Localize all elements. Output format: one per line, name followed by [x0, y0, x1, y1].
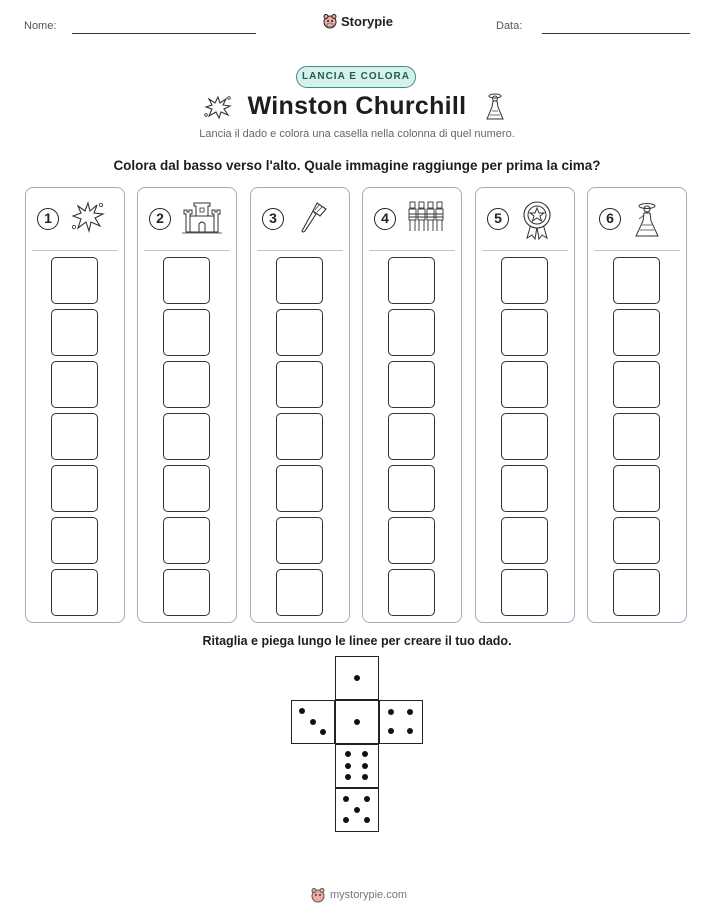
column-divider [482, 250, 568, 251]
lady-icon [632, 200, 662, 243]
die-pip [343, 817, 349, 823]
die-pip [310, 719, 316, 725]
die-pip [345, 751, 351, 757]
die-pip [407, 709, 413, 715]
color-box[interactable] [613, 309, 660, 356]
color-box[interactable] [501, 569, 548, 616]
column-3 [250, 187, 350, 623]
color-box[interactable] [51, 517, 98, 564]
column-4 [362, 187, 462, 623]
storypie-mascot-icon [310, 887, 326, 903]
color-box[interactable] [388, 361, 435, 408]
die-face-4 [379, 700, 423, 744]
column-number: 6 [599, 208, 621, 230]
die-pip [388, 709, 394, 715]
color-box[interactable] [51, 309, 98, 356]
die-pip [299, 708, 305, 714]
footer-url[interactable]: mystorypie.com [330, 889, 408, 901]
color-box[interactable] [51, 361, 98, 408]
color-box[interactable] [388, 465, 435, 512]
color-box[interactable] [613, 361, 660, 408]
column-divider [32, 250, 118, 251]
color-box[interactable] [276, 517, 323, 564]
color-box[interactable] [51, 569, 98, 616]
die-pip [345, 763, 351, 769]
soldiers-icon [407, 200, 451, 239]
die-pip [354, 719, 360, 725]
brand-name: Storypie [341, 13, 394, 29]
column-6 [587, 187, 687, 623]
color-box[interactable] [276, 257, 323, 304]
color-box[interactable] [163, 569, 210, 616]
color-box[interactable] [163, 517, 210, 564]
die-pip [343, 796, 349, 802]
die-face-1 [335, 700, 379, 744]
color-box[interactable] [51, 413, 98, 460]
column-divider [257, 250, 343, 251]
color-box[interactable] [163, 309, 210, 356]
die-pip [364, 796, 370, 802]
color-box[interactable] [613, 517, 660, 564]
activity-badge: LANCIA E COLORA [296, 66, 416, 88]
brand-logo [322, 13, 393, 29]
die-pip [345, 774, 351, 780]
column-number: 3 [262, 208, 284, 230]
paintbrush-icon [295, 200, 331, 239]
column-number: 2 [149, 208, 171, 230]
color-box[interactable] [388, 517, 435, 564]
medal-icon [520, 200, 554, 245]
column-number: 4 [374, 208, 396, 230]
color-box[interactable] [613, 257, 660, 304]
page-title: Winston Churchill [247, 92, 467, 120]
color-box[interactable] [613, 569, 660, 616]
color-box[interactable] [388, 569, 435, 616]
color-box[interactable] [613, 413, 660, 460]
color-box[interactable] [388, 257, 435, 304]
column-1 [25, 187, 125, 623]
lady-icon [484, 91, 506, 121]
color-box[interactable] [51, 257, 98, 304]
color-box[interactable] [276, 361, 323, 408]
column-divider [369, 250, 455, 251]
die-pip [320, 729, 326, 735]
color-box[interactable] [163, 257, 210, 304]
name-label: Nome: [24, 20, 57, 32]
color-box[interactable] [163, 413, 210, 460]
color-box[interactable] [276, 413, 323, 460]
column-divider [144, 250, 230, 251]
color-box[interactable] [501, 517, 548, 564]
color-box[interactable] [388, 413, 435, 460]
column-5 [475, 187, 575, 623]
die-face-1 [335, 656, 379, 700]
color-box[interactable] [163, 361, 210, 408]
color-box[interactable] [501, 413, 548, 460]
splat-icon [70, 200, 106, 239]
date-label: Data: [496, 20, 523, 32]
die-instruction: Ritaglia e piega lungo le linee per creare il tuo dado. [202, 634, 512, 648]
die-pip [362, 774, 368, 780]
castle-icon [182, 200, 222, 239]
column-divider [594, 250, 680, 251]
column-2 [137, 187, 237, 623]
color-box[interactable] [163, 465, 210, 512]
color-box[interactable] [501, 465, 548, 512]
color-box[interactable] [501, 257, 548, 304]
die-pip [364, 817, 370, 823]
die-pip [388, 728, 394, 734]
color-box[interactable] [501, 309, 548, 356]
die-face-6 [335, 744, 379, 788]
die-pip [407, 728, 413, 734]
color-box[interactable] [501, 361, 548, 408]
die-pip [354, 807, 360, 813]
die-pip [362, 751, 368, 757]
column-number: 1 [37, 208, 59, 230]
footer [310, 887, 407, 903]
die-pip [354, 675, 360, 681]
storypie-mascot-icon [322, 13, 338, 29]
color-box[interactable] [388, 309, 435, 356]
die-face-3 [291, 700, 335, 744]
die-pip [362, 763, 368, 769]
color-box[interactable] [276, 569, 323, 616]
color-box[interactable] [613, 465, 660, 512]
color-box[interactable] [276, 465, 323, 512]
column-number: 5 [487, 208, 509, 230]
die-face-5 [335, 788, 379, 832]
subtitle: Lancia il dado e colora una casella nella colonna di quel numero. [199, 128, 515, 140]
instruction-text: Colora dal basso verso l'alto. Quale immagine raggiunge per prima la cima? [113, 158, 601, 173]
color-box[interactable] [51, 465, 98, 512]
date-line[interactable] [542, 33, 690, 34]
color-box[interactable] [276, 309, 323, 356]
name-line[interactable] [72, 33, 256, 34]
